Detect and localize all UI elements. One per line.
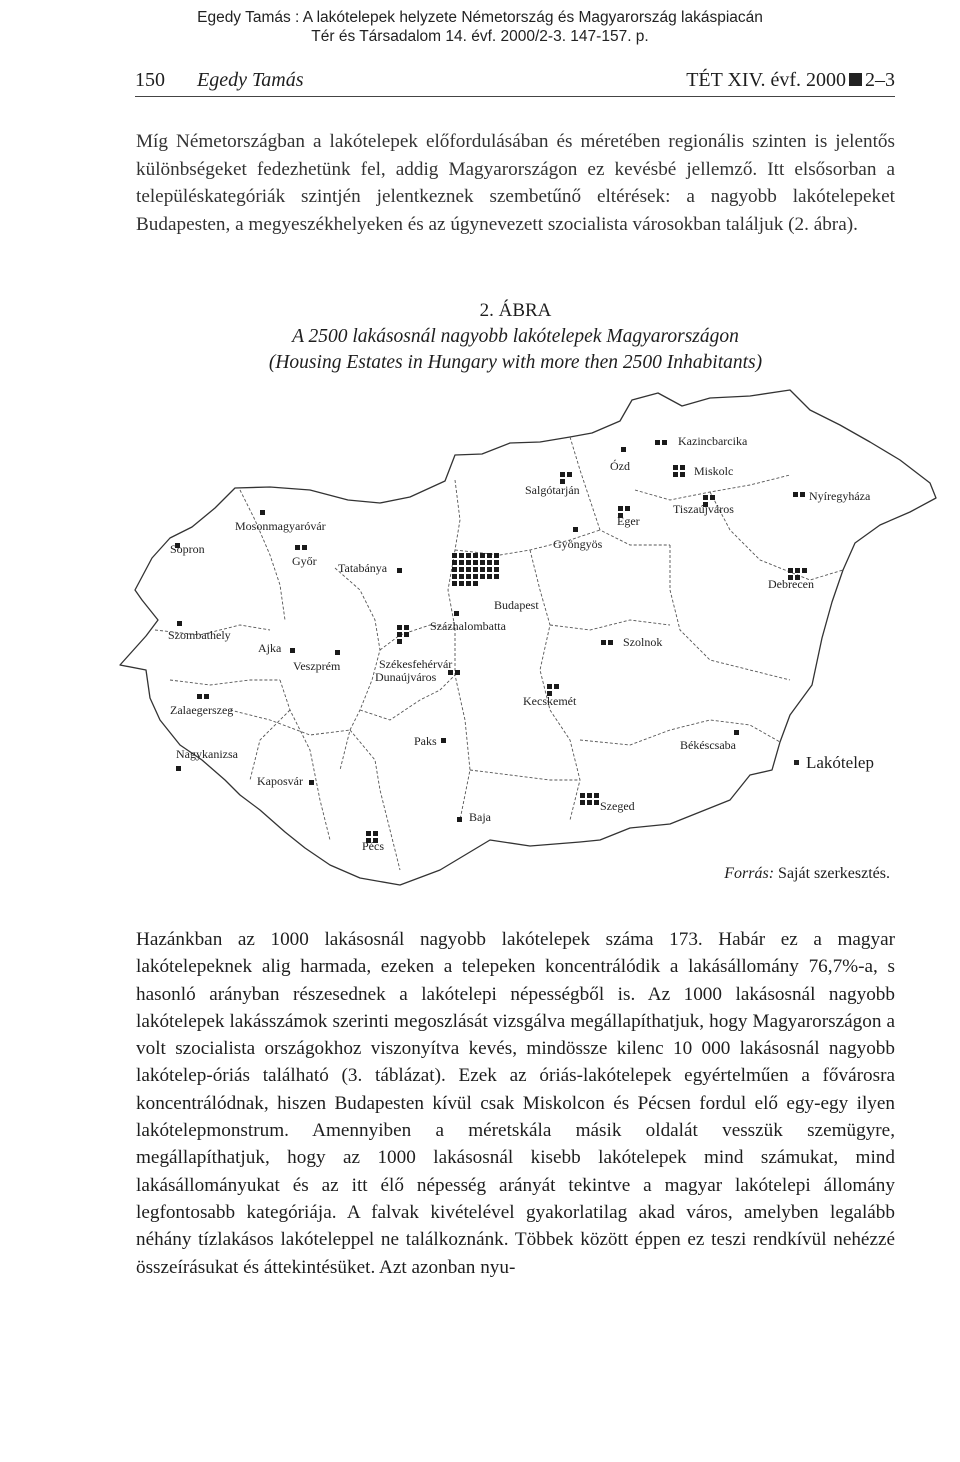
estate-marker [404,632,409,637]
estate-marker [580,800,585,805]
estate-marker [625,506,630,511]
city-label: Győr [292,554,317,568]
city-label: Miskolc [694,464,734,478]
estate-marker [473,560,478,565]
running-author: Egedy Tamás [197,69,304,91]
estate-marker [397,568,402,573]
estate-marker [480,567,485,572]
city-label: Tiszaújváros [673,502,734,516]
city-label: Székesfehérvár [379,657,453,671]
source-citation-line1: Egedy Tamás : A lakótelepek helyzete Németország és Magyarország lakáspiacán [197,9,763,26]
estate-marker [260,510,265,515]
estate-marker [560,472,565,477]
city-label: Kaposvár [257,774,303,788]
estate-marker [335,650,340,655]
running-journal [686,66,895,94]
city-label: Kecskemét [523,694,577,708]
estate-marker [494,567,499,572]
estate-marker [480,553,485,558]
estate-marker [397,639,402,644]
estate-marker [459,553,464,558]
estate-marker [452,574,457,579]
estate-marker [302,545,307,550]
estate-marker [710,495,715,500]
estate-marker [673,465,678,470]
city-label: Százhalombatta [430,619,506,633]
estate-marker [459,581,464,586]
legend-label: Lakótelep [806,753,874,772]
city-label: Nyíregyháza [809,489,871,503]
estate-marker [594,800,599,805]
estate-marker [487,574,492,579]
estate-marker [295,545,300,550]
estate-marker [452,567,457,572]
figure-title: A 2500 lakásosnál nagyobb lakótelepek Magyarországon [292,326,739,347]
estate-marker [587,793,592,798]
estate-marker [494,553,499,558]
map-legend [794,753,874,773]
city-label: Salgótarján [525,483,580,497]
hungary-housing-estates-map [110,380,950,895]
city-label: Budapest [494,598,539,612]
estate-marker [473,553,478,558]
city-label: Nagykanizsa [176,747,238,761]
figure-subtitle: (Housing Estates in Hungary with more then 2500 Inhabitants) [268,352,763,373]
estate-marker [547,684,552,689]
estate-marker [404,625,409,630]
city-label: Ajka [258,641,282,655]
figure-source [724,865,890,883]
estate-marker [795,568,800,573]
estate-marker [204,694,209,699]
estate-marker [452,553,457,558]
running-head [135,66,895,97]
estate-marker [466,581,471,586]
journal-prefix: TÉT XIV. évf. 2000 [686,69,846,91]
estate-marker [466,560,471,565]
city-label: Debrecen [768,577,814,591]
source-citation-line2: Tér és Társadalom 14. évf. 2000/2-3. 147-157. p. [311,28,649,45]
estate-marker [594,793,599,798]
city-label: Eger [617,514,640,528]
estate-marker [441,738,446,743]
estate-marker [580,793,585,798]
estate-marker [177,621,182,626]
estate-marker [452,560,457,565]
estate-marker [608,640,613,645]
paragraph-intro: Míg Németországban a lakótelepek előfordulásában és méretében regionális szinten is jelentős különbségeket fedezhetünk fel, addig Magyarországon ez kevésbé jellemző. Itt elsősorban a településkategóriák szintjén jelentkeznek szembetűnő eltérések: a nagyobb lakótelepeket Budapesten, a megyeszékhelyeken és az úgynevezett szocialista városokban találjuk (2. ábra). [136,131,895,235]
estate-marker [454,611,459,616]
estate-marker [621,447,626,452]
estate-marker [466,567,471,572]
estate-marker [480,560,485,565]
city-label: Zalaegerszeg [170,703,234,717]
city-label: Békéscsaba [680,738,736,752]
journal-suffix: 2–3 [865,69,895,91]
estate-marker [473,581,478,586]
estate-marker [800,492,805,497]
estate-marker [662,440,667,445]
estate-marker [473,567,478,572]
estate-marker [703,495,708,500]
estate-marker [788,568,793,573]
city-label: Gyöngyös [553,537,603,551]
estate-marker [573,527,578,532]
estate-marker [373,831,378,836]
estate-marker [680,465,685,470]
city-label: Paks [414,734,437,748]
square-bullet-icon [849,73,862,86]
estate-marker [452,581,457,586]
source-label: Forrás: [724,865,775,882]
estate-marker [487,560,492,565]
estate-marker [487,553,492,558]
page-number: 150 [135,69,165,91]
city-label: Ózd [610,459,630,473]
estate-marker [466,553,471,558]
estate-marker [176,766,181,771]
figure-label: 2. ÁBRA [479,300,552,321]
estate-marker [366,831,371,836]
estate-marker [459,567,464,572]
estate-marker [290,648,295,653]
estate-marker [480,574,485,579]
city-label: Dunaújváros [375,670,437,684]
city-label: Szombathely [168,628,231,642]
city-label: Sopron [170,542,205,556]
estate-marker [397,625,402,630]
estate-marker [673,472,678,477]
country-border [120,390,936,885]
estate-marker [457,817,462,822]
estate-marker [554,684,559,689]
estate-marker [397,632,402,637]
document-source-header [0,8,960,46]
city-label: Kazincbarcika [678,434,748,448]
estate-marker [655,440,660,445]
estate-marker [309,780,314,785]
estate-marker [601,640,606,645]
estate-marker [587,800,592,805]
estate-marker [793,492,798,497]
estate-marker [459,574,464,579]
estate-marker [197,694,202,699]
paragraph-body: Hazánkban az 1000 lakásosnál nagyobb lakótelepek száma 173. Habár ez a magyar lakótelepeknek alig harmada, ezeken a telepeken koncentrálódik a lakásállomány 76,7%-a, s hasonló arányban részesednek a lakótelepi népességből is. Az 1000 lakásosnál nagyobb lakótelepek lakásszámok szerinti megoszlását vizsgálva megállapíthatjuk, hogy Magyarországon a volt szocialista országokhoz viszonyítva kevés, mindössze kilenc 10 000 lakásosnál nagyobb lakótelep-óriás található (3. táblázat). Ezek az óriás-lakótelepek egyértelműen a fővárosra koncentrálódnak, hiszen Budapesten kívül csak Miskolcon és Pécsen fordul elő egy-egy ilyen lakótelepmonstrum. Amennyiben a méretskála másik oldalát vesszük szemügyre, megállapíthatjuk, hogy az 1000 lakásosnál kisebb lakótelepek mind számukat, mind lakásállományukat és az itt élő népesség arányát tekintve a magyar lakótelepi állomány legfontosabb kategóriája. A falvak kivételével gyakorlatilag akad város, amelyben legalább néhány tízlakásos lakóteleppel ne találkoznánk. Többek között éppen ez teszi rendkívül nehézzé összeírásukat és áttekintésüket. Azt azonban nyu- [136,929,895,1278]
city-label: Tatabánya [338,561,388,575]
estate-marker [680,472,685,477]
city-label: Szeged [600,799,635,813]
estate-marker [567,472,572,477]
figure-heading [136,298,895,376]
estate-marker [459,560,464,565]
estate-marker [802,568,807,573]
estate-marker [494,560,499,565]
estate-marker [734,730,739,735]
estate-marker [487,567,492,572]
estate-marker [466,574,471,579]
source-text: Saját szerkesztés. [778,865,890,882]
estate-marker [618,506,623,511]
city-label: Veszprém [293,659,341,673]
city-label: Szolnok [623,635,663,649]
estate-marker [494,574,499,579]
estate-marker [455,670,460,675]
city-label: Pécs [362,839,384,853]
legend-square-icon [794,760,799,765]
city-label: Mosonmagyaróvár [235,519,326,533]
city-label: Baja [469,810,491,824]
estate-marker [473,574,478,579]
map-city-labels [168,434,871,853]
